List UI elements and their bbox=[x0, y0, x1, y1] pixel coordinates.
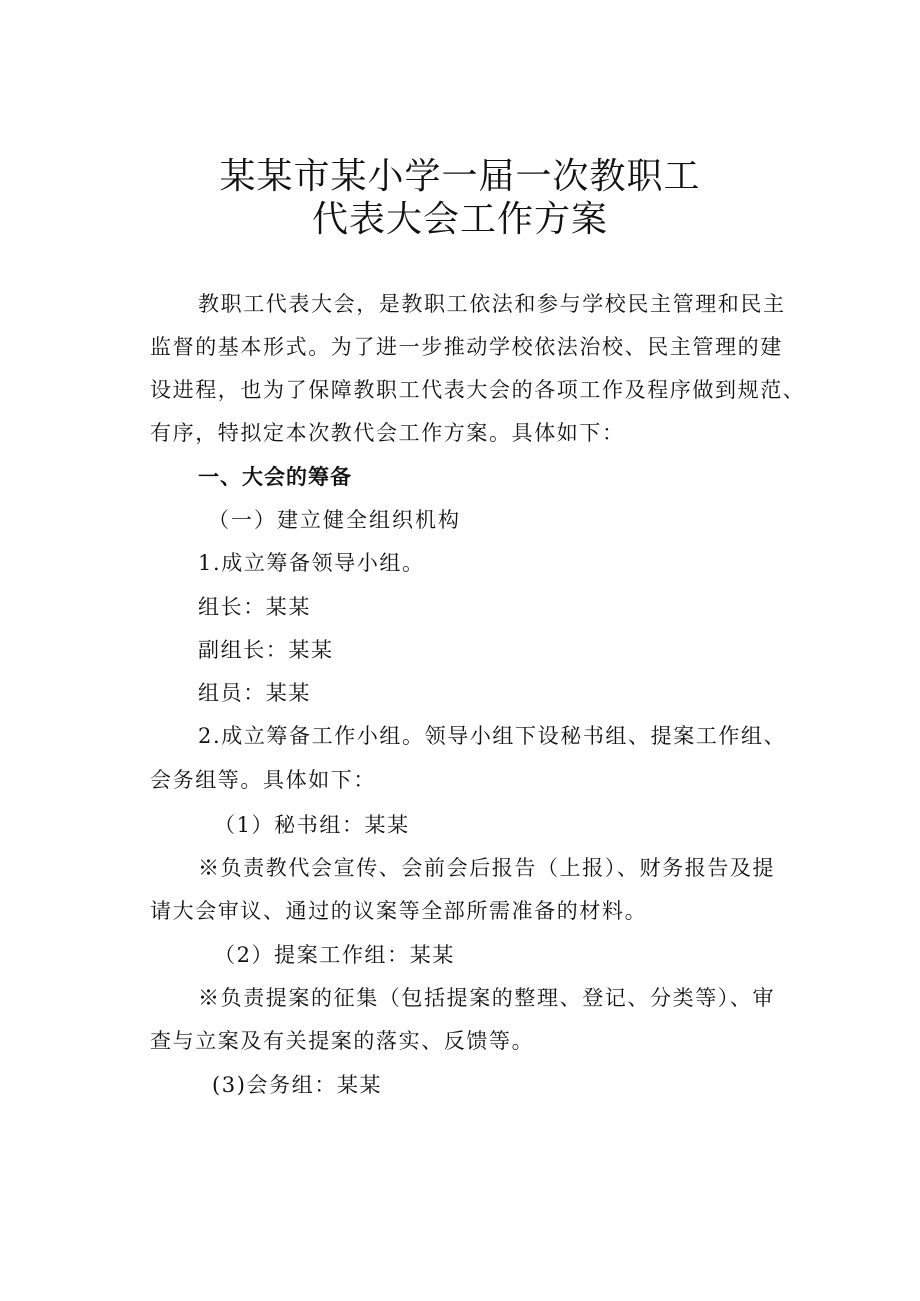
leader-line: 组长：某某 bbox=[198, 595, 311, 619]
group-2-desc-line-1: ※负责提案的征集（包括提案的整理、登记、分类等）、审 bbox=[198, 986, 776, 1010]
intro-line-1: 教职工代表大会，是教职工依法和参与学校民主管理和民主 bbox=[198, 292, 786, 316]
intro-line-2: 监督的基本形式。为了进一步推动学校依法治校、民主管理的建 bbox=[150, 335, 783, 359]
members-line: 组员：某某 bbox=[198, 681, 311, 705]
intro-line-3: 设进程，也为了保障教职工代表大会的各项工作及程序做到规范、 bbox=[150, 378, 806, 402]
group-1-desc-line-1: ※负责教代会宣传、会前会后报告（上报）、财务报告及提 bbox=[198, 856, 776, 880]
group-1-heading: （1）秘书组：某某 bbox=[214, 813, 410, 837]
group-2-desc-line-2: 查与立案及有关提案的落实、反馈等。 bbox=[150, 1029, 535, 1053]
item-1: 1.成立筹备领导小组。 bbox=[198, 551, 425, 575]
item-2-line-2: 会务组等。具体如下： bbox=[150, 768, 376, 792]
group-1-desc-line-2: 请大会审议、通过的议案等全部所需准备的材料。 bbox=[150, 899, 648, 923]
item-2-line-1: 2.成立筹备工作小组。领导小组下设秘书组、提案工作组、 bbox=[198, 724, 787, 748]
group-2-heading: （2）提案工作组：某某 bbox=[214, 943, 455, 967]
deputy-leader-line: 副组长：某某 bbox=[198, 638, 334, 662]
document-title-line-1: 某某市某小学一届一次教职工 bbox=[219, 156, 701, 197]
document-title-line-2: 代表大会工作方案 bbox=[311, 199, 608, 240]
group-3-heading: (3)会务组：某某 bbox=[212, 1073, 383, 1097]
subsection-heading: （一）建立健全组织机构 bbox=[208, 508, 461, 532]
intro-line-4: 有序，特拟定本次教代会工作方案。具体如下： bbox=[150, 421, 625, 445]
section-heading: 一、大会的筹备 bbox=[198, 465, 352, 489]
